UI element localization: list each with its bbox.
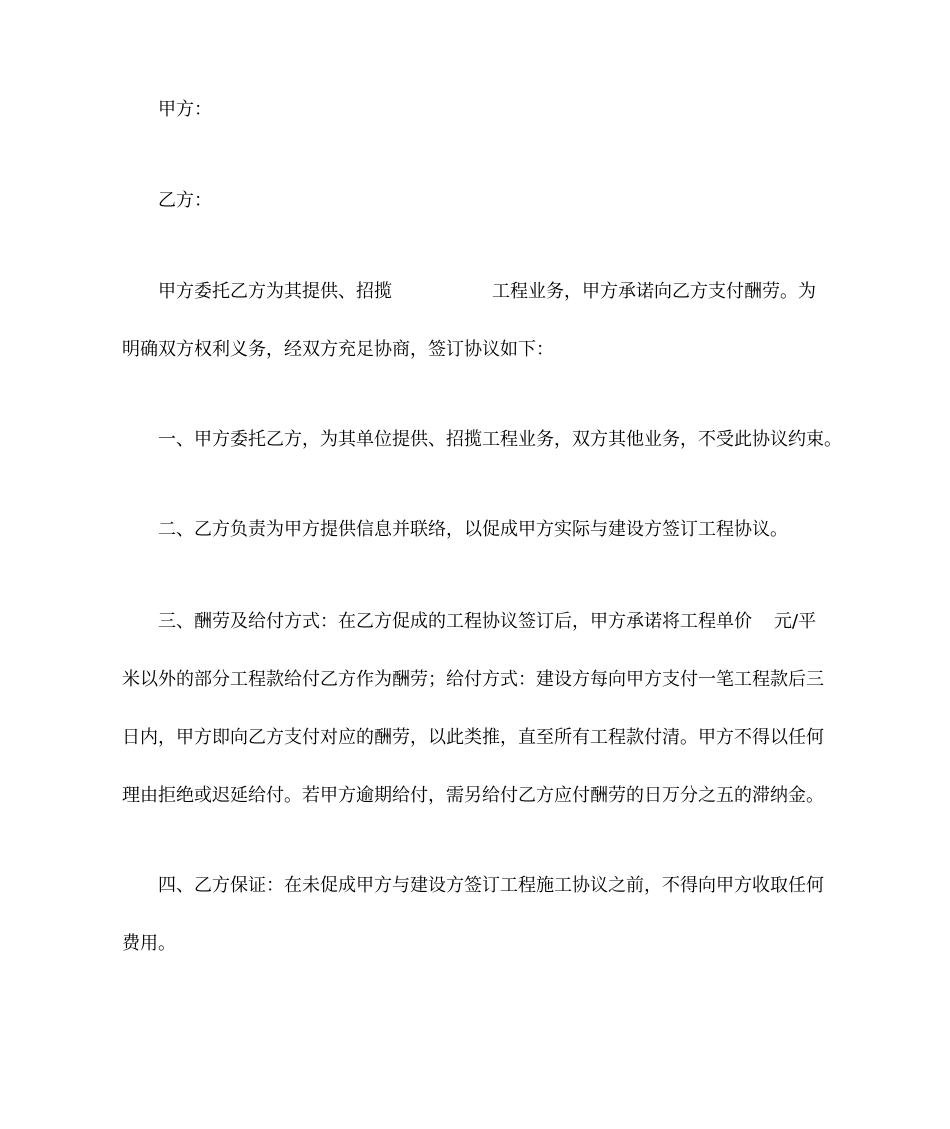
- intro-line-2: 明确双方权利义务，经双方充足协商，签订协议如下：: [122, 339, 554, 360]
- clause-3-line-3: 日内，甲方即向乙方支付对应的酬劳，以此类推，直至所有工程款付清。甲方不得以任何: [122, 727, 824, 748]
- clause-4-line-1: 四、乙方保证：在未促成甲方与建设方签订工程施工协议之前，不得向甲方收取任何: [158, 875, 824, 896]
- clause-3-line-1-part-1: 三、酬劳及给付方式：在乙方促成的工程协议签订后，甲方承诺将工程单价: [158, 611, 752, 632]
- clause-1: 一、甲方委托乙方，为其单位提供、招揽工程业务，双方其他业务，不受此协议约束。: [158, 429, 842, 450]
- intro-line-1-part-2: 工程业务，甲方承诺向乙方支付酬劳。为: [492, 281, 816, 302]
- clause-4-line-2: 费用。: [122, 933, 176, 954]
- clause-3-line-1: [158, 610, 878, 634]
- intro-line-1-part-1: 甲方委托乙方为其提供、招揽: [158, 281, 392, 302]
- clause-3-line-1-part-2: 元/平: [774, 611, 817, 632]
- clause-3-line-4: 理由拒绝或迟延给付。若甲方逾期给付，需另给付乙方应付酬劳的日万分之五的滞纳金。: [122, 785, 824, 806]
- intro-line-1: [158, 280, 878, 304]
- clause-3-line-2: 米以外的部分工程款给付乙方作为酬劳；给付方式：建设方每向甲方支付一笔工程款后三: [122, 669, 824, 690]
- clause-2: 二、乙方负责为甲方提供信息并联络，以促成甲方实际与建设方签订工程协议。: [158, 519, 788, 540]
- party-a-label: 甲方：: [158, 99, 212, 120]
- party-b-label: 乙方：: [158, 190, 212, 211]
